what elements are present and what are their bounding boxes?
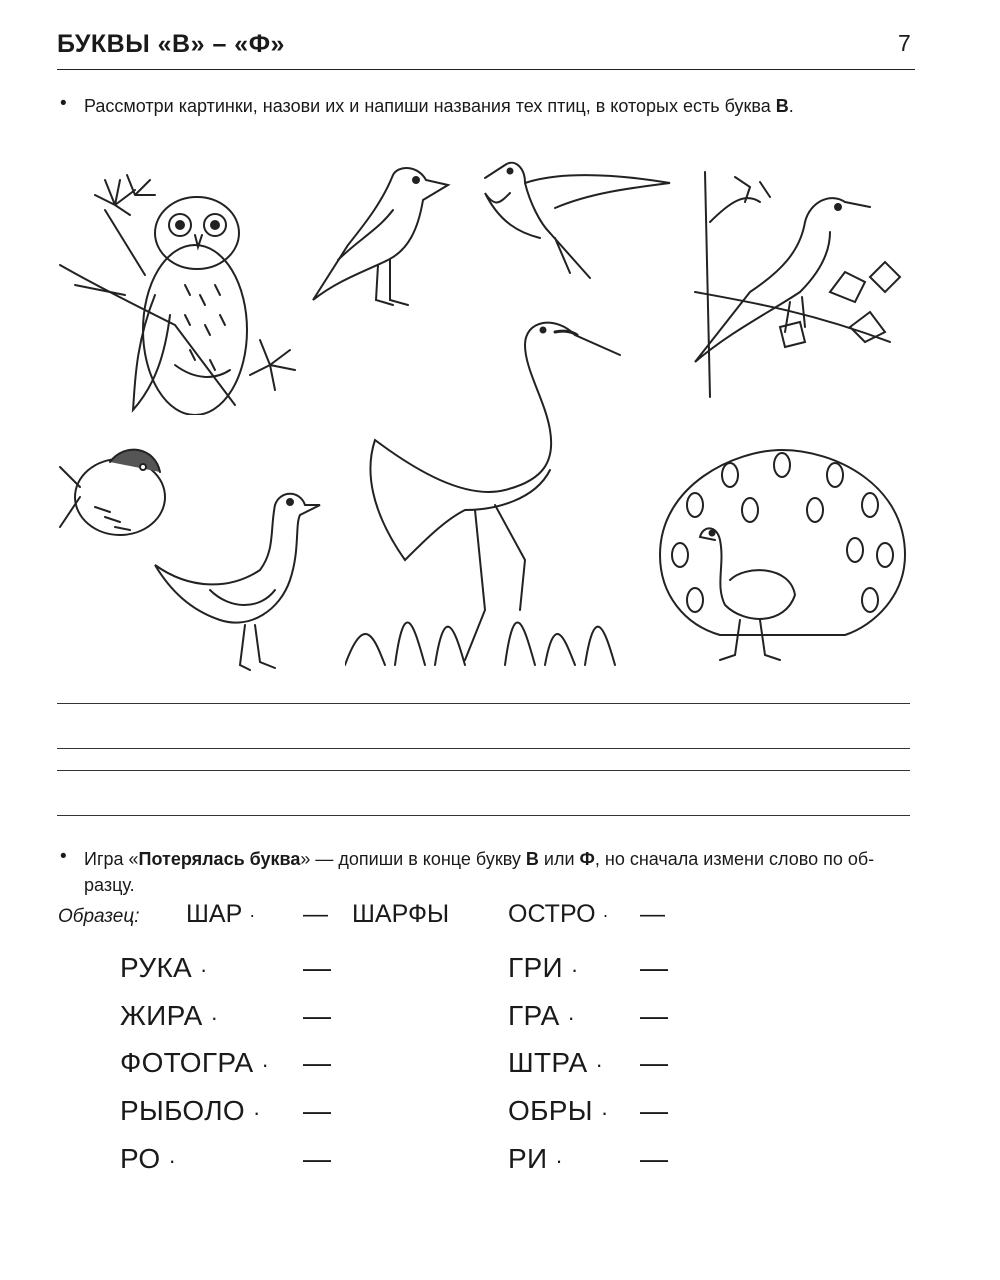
exercise-dash-right: — [640, 1047, 668, 1078]
exercise-word-right: ГРИ · [508, 952, 579, 983]
exercise-word-left: ФОТОГРА · [120, 1047, 270, 1078]
sample-answer: ШАРФЫ [352, 900, 450, 928]
exercise-dash-left: — [303, 1000, 331, 1031]
header-rule [57, 69, 915, 70]
exercise-word-left: ЖИРА · [120, 1000, 219, 1031]
swallow-icon [480, 153, 675, 283]
peacock-icon [655, 445, 910, 670]
sample-word: ШАР · [186, 900, 256, 928]
task2-instruction: Игра «Потерялась буква» — допиши в конце букву В или Ф, но сначала измени слово по об- разцу. [84, 849, 875, 895]
page-title: БУКВЫ «В» – «Ф» [57, 30, 285, 58]
exercise-dash-left: — [303, 952, 331, 983]
sample-dash-2: — [640, 900, 665, 928]
task1-instruction: Рассмотри картинки, назови их и напиши названия тех птиц, в которых есть буква В. [84, 96, 794, 116]
writing-line-3[interactable] [57, 770, 910, 771]
exercise-word-right: РИ · [508, 1143, 564, 1174]
exercise-dash-right: — [640, 1095, 668, 1126]
task1-letter: В [775, 96, 789, 116]
exercise-dash-left: — [303, 1143, 331, 1174]
exercise-word-left: РУКА · [120, 952, 208, 983]
writing-line-2[interactable] [57, 748, 910, 749]
exercise-word-left: РЫБОЛО · [120, 1095, 261, 1126]
writing-line-1[interactable] [57, 703, 910, 704]
exercise-word-left: РО · [120, 1143, 177, 1174]
exercise-dash-left: — [303, 1095, 331, 1126]
exercise-dash-left: — [303, 1047, 331, 1078]
exercise-dash-right: — [640, 1000, 668, 1031]
writing-line-4[interactable] [57, 815, 910, 816]
exercise-word-right: ШТРА · [508, 1047, 604, 1078]
crane-icon [345, 310, 625, 670]
sample-label: Образец: [58, 906, 140, 927]
magpie-icon [690, 162, 910, 402]
task2-game-name: Потерялась буква [138, 849, 301, 869]
page-number: 7 [898, 30, 911, 56]
sample-word-2: ОСТРО · [508, 900, 609, 928]
exercise-dash-right: — [640, 1143, 668, 1174]
exercise-word-right: ГРА · [508, 1000, 576, 1031]
task2-bullet: • [60, 846, 67, 867]
owl-icon [55, 165, 305, 415]
exercise-dash-right: — [640, 952, 668, 983]
dove-icon [150, 490, 325, 675]
task1-bullet: • [60, 93, 67, 114]
sample-dash: — [303, 900, 328, 928]
rook-icon [308, 160, 458, 312]
exercise-word-right: ОБРЫ · [508, 1095, 609, 1126]
